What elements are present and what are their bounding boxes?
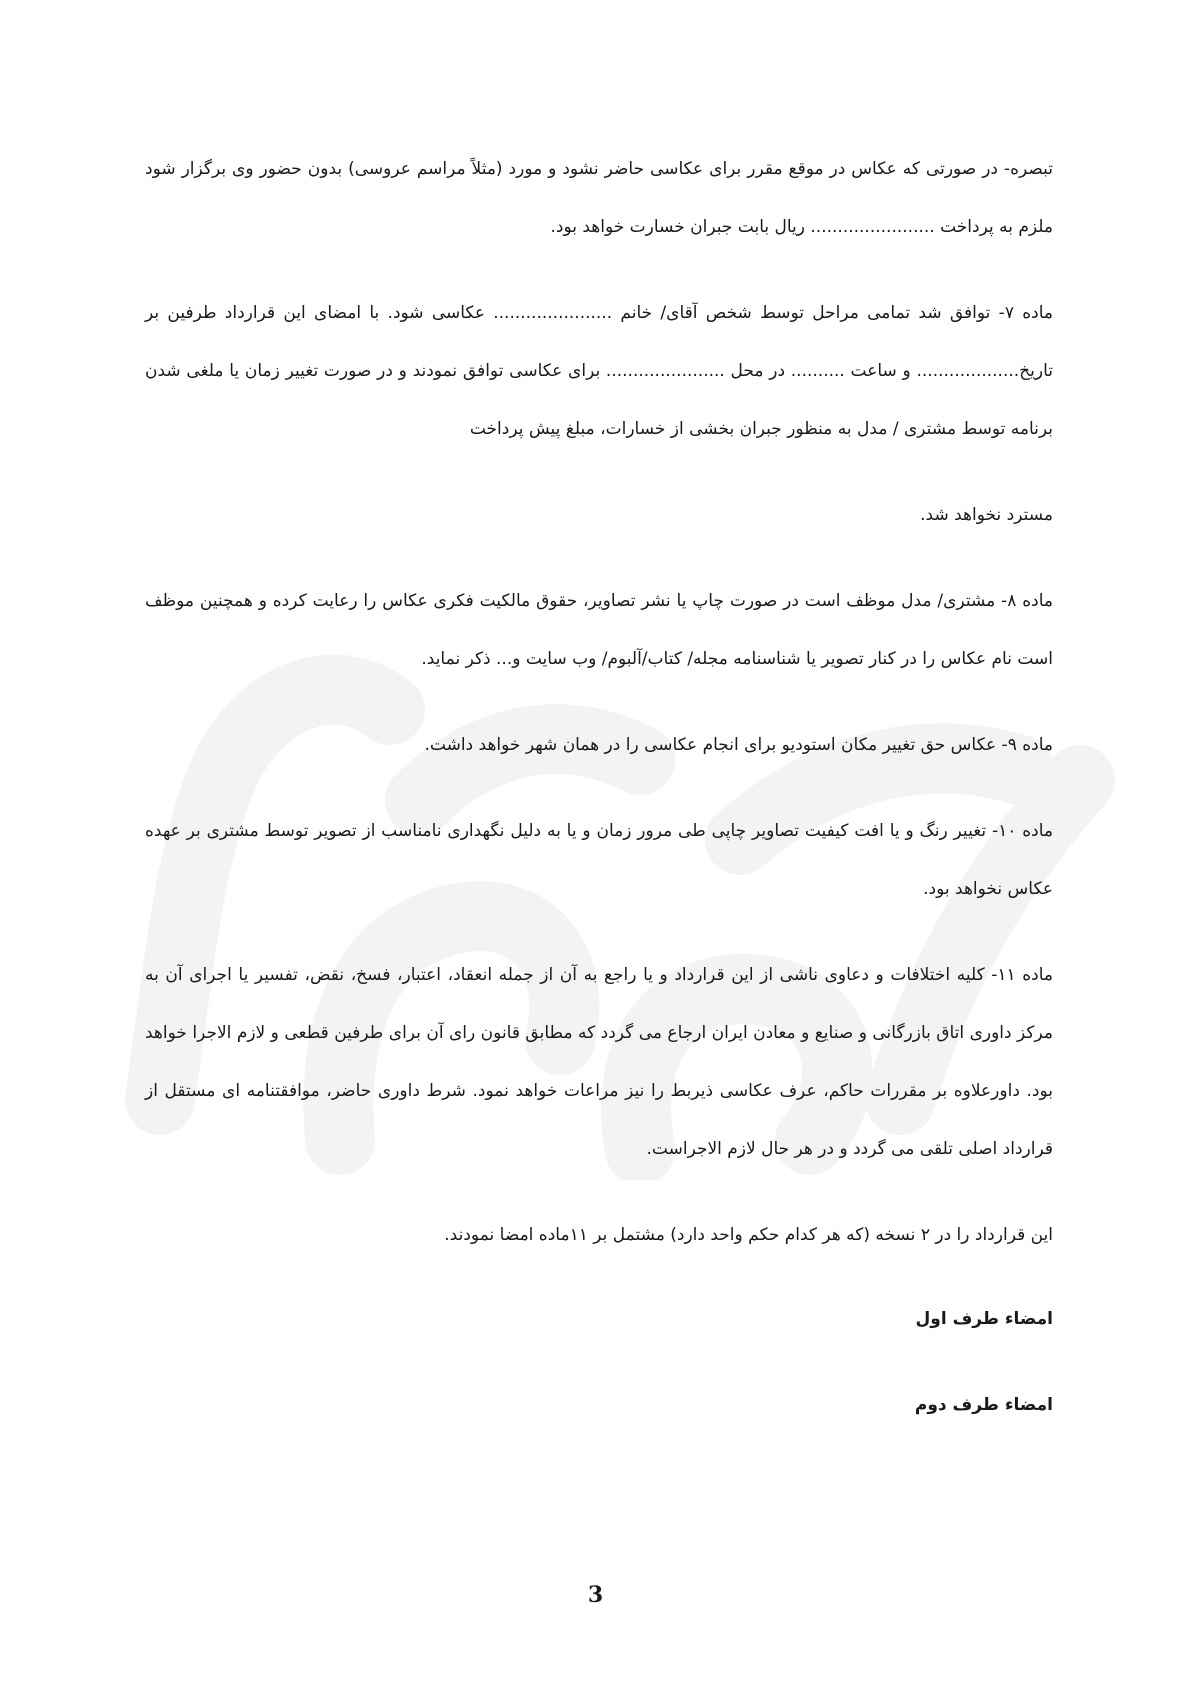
paragraph-article-11: ماده ۱۱- کلیه اختلافات و دعاوی ناشی از این قرارداد و یا راجع به آن از جمله انعقاد، اعتبار، فسخ، نقض، تفسیر یا اجرای آن به مرکز داوری اتاق بازرگانی و صنایع و معادن ایران ارجاع می گردد که مطابق قانون رای آن برای طرفین قطعی و لازم الاجرا خواهد بود. داورعلاوه بر مقررات حاکم، عرف عکاسی ذیربط را نیز مراعات خواهد نمود. شرط داوری حاضر، موافقتنامه ای مستقل از قرارداد اصلی تلقی می گردد و در هر حال لازم الاجراست. — [145, 965, 1054, 1159]
paragraph-closing: این قرارداد را در ۲ نسخه (که هر کدام حکم واحد دارد) مشتمل بر ۱۱ماده امضا نمودند. — [444, 1225, 1053, 1245]
signature-second-party: امضاء طرف دوم — [914, 1395, 1053, 1415]
paragraph-article-8: ماده ۸- مشتری/ مدل موظف است در صورت چاپ یا نشر تصاویر، حقوق مالکیت فکری عکاس را رعایت کرده و همچنین موظف است نام عکاس را در کنار تصویر یا شناسنامه مجله/ کتاب/آلبوم/ وب سایت و... ذکر نماید. — [145, 591, 1053, 669]
paragraph-article-7-continued: مسترد نخواهد شد. — [920, 505, 1053, 525]
document-body — [145, 140, 1053, 1434]
paragraph-article-7: ماده ۷- توافق شد تمامی مراحل توسط شخص آقای/ خانم ...................... عکاسی شود. با امضای این قرارداد طرفین بر تاریخ................... و ساعت .......... در محل ...................... برای عکاسی توافق نمودند و در صورت تغییر زمان یا ملغی شدن برنامه توسط مشتری / مدل به منظور جبران بخشی از خسارات، مبلغ پیش پرداخت — [145, 303, 1053, 439]
signature-first-party: امضاء طرف اول — [915, 1309, 1053, 1329]
page-number: 3 — [587, 1582, 604, 1608]
paragraph-note: تبصره- در صورتی که عکاس در موقع مقرر برای عکاسی حاضر نشود و مورد (مثلاً مراسم عروسی) بدون حضور وی برگزار شود ملزم به پرداخت ....................... ریال بابت جبران خسارت خواهد بود. — [145, 159, 1053, 237]
paragraph-article-9: ماده ۹- عکاس حق تغییر مکان استودیو برای انجام عکاسی را در همان شهر خواهد داشت. — [424, 735, 1053, 755]
paragraph-article-10: ماده ۱۰- تغییر رنگ و یا افت کیفیت تصاویر چاپی طی مرور زمان و یا به دلیل نگهداری نامناسب از تصویر توسط مشتری بر عهده عکاس نخواهد بود. — [145, 821, 1053, 899]
